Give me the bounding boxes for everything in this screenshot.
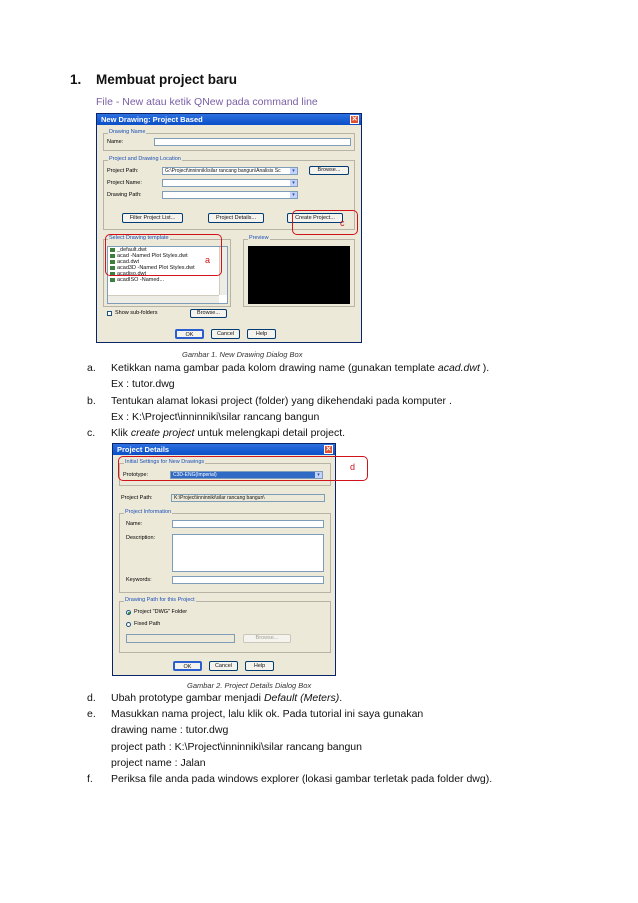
step-e-drawing-name: drawing name : tutor.dwg: [111, 724, 229, 736]
drawing-name-input[interactable]: [154, 138, 351, 146]
figure-caption: Gambar 1. New Drawing Dialog Box: [182, 350, 303, 359]
project-name-select[interactable]: [162, 179, 298, 187]
ok-button[interactable]: OK: [173, 661, 202, 671]
project-name-input[interactable]: [172, 520, 324, 528]
chevron-down-icon: ▾: [290, 180, 297, 186]
fixed-path-radio[interactable]: [126, 622, 131, 627]
group-label: Drawing Path for this Project: [125, 597, 195, 603]
chevron-down-icon: ▾: [290, 192, 297, 198]
group-label: Project and Drawing Location: [109, 156, 181, 162]
step-f: f. Periksa file anda pada windows explorer (lokasi gambar terletak pada folder dwg).: [87, 773, 493, 785]
drawing-path-group: [119, 597, 331, 653]
fixed-path-input[interactable]: [126, 634, 235, 643]
list-item[interactable]: acadISO -Named...: [108, 277, 227, 283]
project-name-label: Project Name:: [107, 180, 142, 186]
annotation-box-d: [118, 456, 368, 481]
name-label: Name:: [126, 521, 143, 527]
browse-button[interactable]: Browse...: [309, 166, 349, 175]
group-label: Drawing Name: [109, 129, 146, 135]
annotation-label-d: d: [350, 462, 356, 472]
section-number: 1.: [70, 72, 82, 87]
list-item[interactable]: acad3D -Named Plot Styles.dwt: [108, 265, 227, 271]
group-label: Select Drawing template: [109, 235, 169, 241]
list-item[interactable]: acadiso.dwt: [108, 271, 227, 277]
help-button[interactable]: Help: [245, 661, 274, 671]
ok-button[interactable]: OK: [175, 329, 204, 339]
group-label: Project Information: [125, 509, 172, 515]
keywords-label: Keywords:: [126, 577, 152, 583]
dialog-titlebar: [97, 114, 361, 125]
dialog-title: Project Details: [117, 445, 170, 454]
list-item[interactable]: _default.dwt: [108, 247, 227, 253]
cancel-button[interactable]: Cancel: [211, 329, 240, 339]
cancel-button[interactable]: Cancel: [209, 661, 238, 671]
dialog-title: New Drawing: Project Based: [101, 115, 203, 124]
close-icon[interactable]: ✕: [351, 116, 358, 123]
browse-button-disabled[interactable]: Browse...: [243, 634, 291, 643]
annotation-label-a: a: [205, 255, 211, 265]
filter-project-list-button[interactable]: Filter Project List...: [122, 213, 183, 223]
drawing-name-group: [103, 129, 355, 151]
name-label: Name:: [107, 139, 124, 145]
chevron-down-icon: ▾: [290, 168, 297, 174]
list-item[interactable]: acad -Named Plot Styles.dwt: [108, 253, 227, 259]
project-path-label: Project Path:: [121, 495, 153, 501]
browse-template-button[interactable]: Browse...: [190, 309, 227, 318]
step-c: c. Klik create project untuk melengkapi detail project.: [87, 427, 346, 439]
chevron-down-icon: ▾: [315, 472, 322, 478]
drawing-path-select[interactable]: [162, 191, 298, 199]
drawing-path-label: Drawing Path:: [107, 192, 142, 198]
group-label: Initial Settings for New Drawings: [125, 459, 205, 465]
figure-caption: Gambar 2. Project Details Dialog Box: [187, 681, 312, 690]
prototype-select[interactable]: C3D-ENG(Imperial) ▾: [170, 471, 323, 479]
horizontal-scrollbar[interactable]: [108, 295, 219, 303]
prototype-label: Prototype:: [123, 472, 149, 478]
step-d: d. Ubah prototype gambar menjadi Default (Meters).: [87, 692, 343, 704]
annotation-label-c: c: [340, 218, 345, 228]
group-label: Preview: [249, 235, 269, 241]
project-information-group: [119, 509, 331, 593]
annotation-box-c: [292, 210, 358, 235]
create-project-button[interactable]: Create Project...: [287, 213, 343, 223]
close-icon[interactable]: ✕: [325, 446, 332, 453]
project-dwg-folder-radio[interactable]: [126, 610, 131, 615]
description-textarea[interactable]: [172, 534, 324, 572]
show-subfolders-label: Show sub-folders: [115, 310, 158, 316]
section-title: Membuat project baru: [96, 72, 238, 87]
help-button[interactable]: Help: [247, 329, 276, 339]
radio-label: Fixed Path: [134, 621, 161, 627]
step-b-example: Ex : K:\Project\inninniki\silar rancang bangun: [111, 411, 320, 423]
project-path-select[interactable]: G:\Project\inninniki\silar rancang bangun\Analisis Sc ▾: [162, 167, 298, 175]
step-e-project-path: project path : K:\Project\inninniki\silar rancang bangun: [111, 741, 362, 753]
radio-label: Project "DWG" Folder: [134, 609, 188, 615]
step-a: a. Ketikkan nama gambar pada kolom drawing name (gunakan template acad.dwt ).: [87, 362, 490, 374]
dialog-titlebar: [113, 444, 335, 455]
template-file-icon: [110, 278, 115, 282]
preview-pane: [248, 246, 350, 304]
project-details-button[interactable]: Project Details...: [208, 213, 264, 223]
step-a-example: Ex : tutor.dwg: [111, 378, 175, 390]
step-e-project-name: project name : Jalan: [111, 757, 206, 769]
project-path-label: Project Path:: [107, 168, 139, 174]
description-label: Description:: [126, 535, 156, 541]
keywords-input[interactable]: [172, 576, 324, 584]
list-item[interactable]: acad.dwt: [108, 259, 227, 265]
step-e: e. Masukkan nama project, lalu klik ok. Pada tutorial ini saya gunakan: [87, 708, 424, 720]
section-heading: [70, 72, 237, 87]
subtitle: File - New atau ketik QNew pada command line: [96, 96, 318, 108]
show-subfolders-checkbox[interactable]: [107, 311, 112, 316]
project-path-field: K:\Project\inninniki\silar rancang bangun\: [171, 494, 325, 502]
step-b: b. Tentukan alamat lokasi project (folder) yang dikehendaki pada komputer .: [87, 395, 452, 407]
preview-group: [243, 235, 355, 307]
